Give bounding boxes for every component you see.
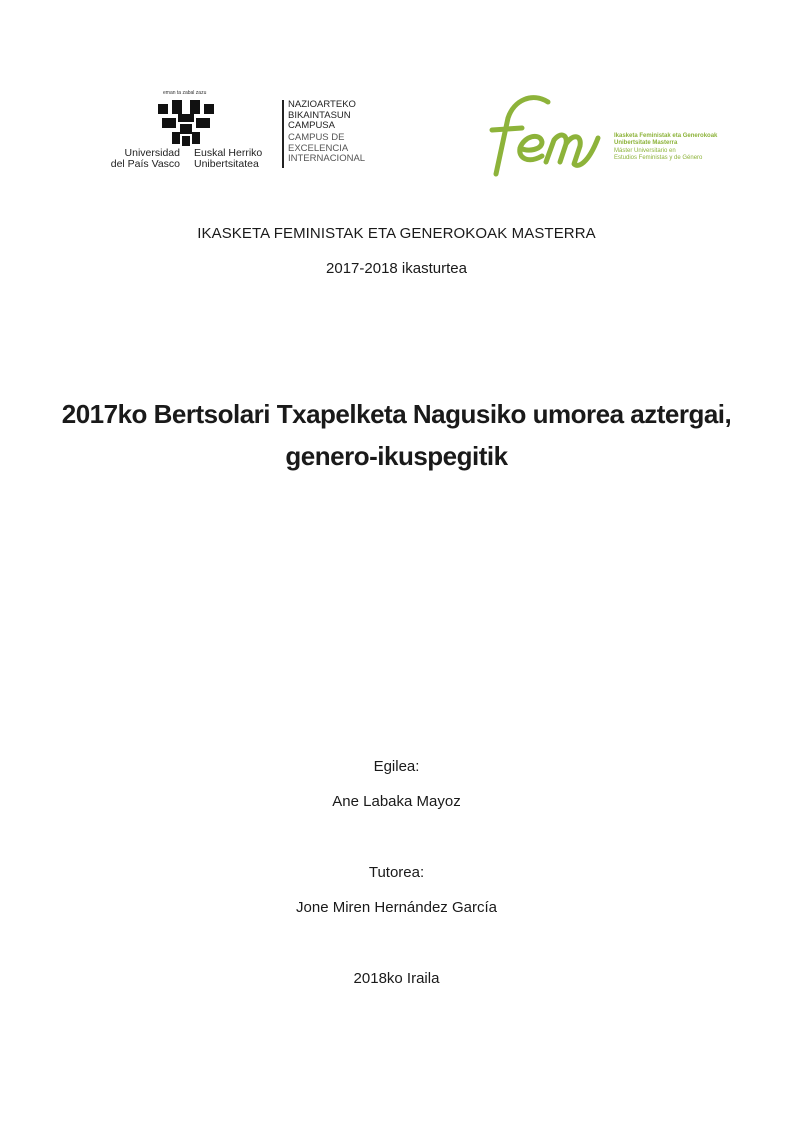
author-name: Ane Labaka Mayoz [332, 793, 461, 810]
tutor-label: Tutorea: [368, 864, 425, 881]
tutor-name: Jone Miren Hernández García [296, 899, 497, 916]
fem-name-es [614, 148, 724, 162]
submission-date: 2018ko Iraila [353, 970, 440, 987]
campus-es-line1: CAMPUS DE [288, 132, 345, 143]
campus-name-eu [288, 100, 356, 132]
campus-eu-line1: NAZIOARTEKO [288, 99, 356, 110]
campus-eu-line3: CAMPUSA [288, 120, 335, 131]
fem-es-line1: Máster Universitario en [614, 148, 676, 154]
author-label: Egilea: [373, 758, 420, 775]
master-title: IKASKETA FEMINISTAK ETA GENEROKOAK MASTERRA [197, 225, 596, 242]
campus-es-line2: EXCELENCIA [288, 142, 349, 154]
upv-name-eu-line1: Euskal Herriko [194, 147, 263, 159]
fem-logo-icon [462, 92, 612, 184]
upv-motto: eman ta zabal zazu [163, 90, 207, 96]
campus-name-es [288, 133, 365, 165]
fem-eu-line2: Unibertsitate Masterra [614, 140, 678, 146]
campus-es-line3: INTERNACIONAL [288, 153, 366, 164]
upv-name-eu [194, 148, 274, 170]
campus-eu-line2: BIKAINTASUN [288, 109, 351, 121]
upv-name-es [100, 148, 180, 170]
fem-eu-line1: Ikasketa Feministak eta Generokoak [614, 133, 718, 139]
thesis-title-line2: genero-ikuspegitik [285, 441, 508, 471]
fem-es-line2: Estudios Feministas y de Género [614, 155, 703, 161]
logo-divider [282, 100, 284, 168]
thesis-title-line1: 2017ko Bertsolari Txapelketa Nagusiko umorea aztergai, [61, 399, 732, 429]
upv-emblem-icon [158, 100, 214, 146]
header-logos [0, 90, 793, 190]
upv-name-es-line1: Universidad [124, 147, 180, 159]
thesis-title [0, 393, 793, 477]
fem-name-eu [614, 133, 724, 147]
upv-name-es-line2: del País Vasco [110, 158, 180, 170]
upv-name-eu-line2: Unibertsitatea [194, 158, 259, 170]
academic-year: 2017-2018 ikasturtea [326, 260, 467, 277]
